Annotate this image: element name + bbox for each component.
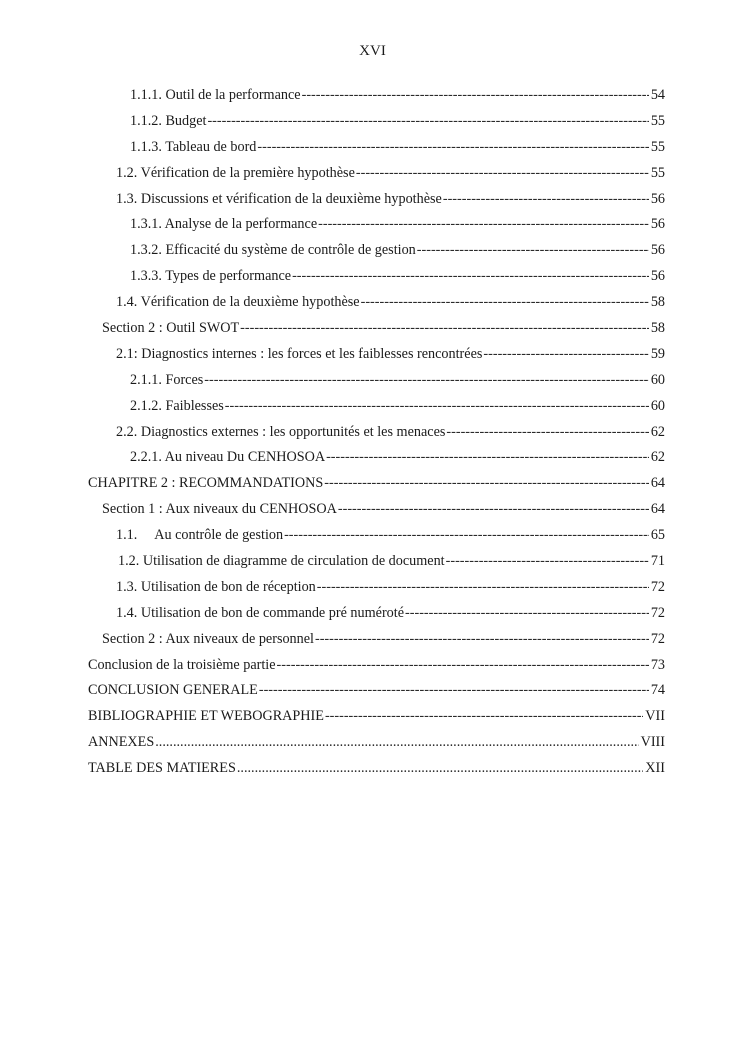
toc-entry-title: 1.3.3. Types de performance [130,268,292,285]
toc-entry-page: 64 [650,501,665,518]
toc-entry-title: Section 2 : Outil SWOT [102,320,240,337]
toc-leader [257,139,648,156]
toc-entry-title: 1.2. Utilisation de diagramme de circulation de document [118,553,445,570]
toc-leader [324,475,649,492]
toc-entry[interactable] [88,734,665,760]
toc-entry-title: 1.1. Au contrôle de gestion [116,527,284,544]
page-number: XVI [359,43,386,59]
toc-leader [325,708,643,725]
toc-entry[interactable] [88,372,665,398]
toc-leader [318,216,649,233]
toc-entry-page: 62 [650,423,665,440]
toc-entry[interactable] [88,708,665,734]
toc-leader [361,294,649,311]
toc-entry[interactable] [88,294,665,320]
toc-leader [155,734,638,751]
toc-entry[interactable] [88,449,665,475]
toc-entry-title: CHAPITRE 2 : RECOMMANDATIONS [88,475,324,492]
toc-leader [417,242,649,259]
toc-entry-title: 1.1.2. Budget [130,112,207,129]
toc-entry-title: 2.1: Diagnostics internes : les forces et les faiblesses rencontrées [116,345,483,362]
toc-entry[interactable] [88,760,665,786]
toc-entry[interactable] [88,527,665,553]
toc-entry-page: 60 [650,371,665,388]
toc-leader [338,501,649,518]
toc-entry[interactable] [88,398,665,424]
toc-entry-title: Section 2 : Aux niveaux de personnel [102,630,314,647]
toc-entry[interactable] [88,682,665,708]
toc-entry-page: 72 [650,630,665,647]
toc-entry-page: 64 [650,475,665,492]
toc-entry-title: 1.3.2. Efficacité du système de contrôle de gestion [130,242,416,259]
toc-entry-page: 72 [650,578,665,595]
toc-entry-page: 62 [650,449,665,466]
toc-entry-title: Section 1 : Aux niveaux du CENHOSOA [102,501,337,518]
toc-leader [317,579,649,596]
toc-leader [315,631,649,648]
toc-leader [292,268,649,285]
toc-entry-title: 1.1.1. Outil de la performance [130,87,301,103]
toc-entry-title: 1.2. Vérification de la première hypothèse [116,164,355,181]
toc-entry-page: 56 [650,268,665,285]
toc-entry-title: 1.3. Utilisation de bon de réception [116,578,316,595]
toc-leader [225,398,649,415]
toc-entry-title: 2.1.1. Forces [130,371,204,388]
toc-leader [284,527,649,544]
toc-entry-page: 55 [650,138,665,155]
toc-entry-page: 56 [650,242,665,259]
toc-leader [446,424,648,441]
toc-entry-page: 60 [650,397,665,414]
toc-entry[interactable] [88,320,665,346]
toc-entry-page: 73 [650,656,665,673]
toc-entry-page: 56 [650,190,665,207]
toc-entry-page: 56 [650,216,665,233]
toc-leader [207,113,648,130]
toc-entry[interactable] [88,346,665,372]
toc-entry-title: TABLE DES MATIERES [88,760,236,777]
toc-entry-page: 72 [650,604,665,621]
toc-entry[interactable] [88,165,665,191]
toc-entry[interactable] [88,268,665,294]
toc-entry-page: VII [645,708,665,725]
toc-entry[interactable] [88,631,665,657]
toc-entry-title: CONCLUSION GENERALE [88,682,258,699]
toc-leader [237,760,643,777]
toc-entry[interactable] [88,216,665,242]
toc-entry-title: 1.4. Vérification de la deuxième hypothèse [116,294,360,311]
toc-entry[interactable] [88,139,665,165]
toc-entry-page: 71 [650,553,665,570]
toc-entry-title: 2.2. Diagnostics externes : les opportunités et les menaces [116,423,446,440]
toc-entry-title: 2.2.1. Au niveau Du CENHOSOA [130,449,326,466]
toc-entry-title: 1.4. Utilisation de bon de commande pré numéroté [116,604,405,621]
table-of-contents [88,87,665,786]
toc-entry-title: 1.3. Discussions et vérification de la deuxième hypothèse [116,190,442,207]
toc-entry-page: VIII [640,734,665,751]
toc-leader [356,165,649,182]
toc-leader [405,605,649,622]
toc-entry[interactable] [88,113,665,139]
toc-entry[interactable] [88,579,665,605]
toc-entry[interactable] [88,87,665,113]
toc-leader [302,87,649,104]
toc-leader [204,372,649,389]
toc-entry-title: 1.1.3. Tableau de bord [130,138,257,155]
toc-entry-page: 59 [650,345,665,362]
toc-leader [240,320,649,337]
toc-entry-page: 65 [650,527,665,544]
toc-entry[interactable] [88,191,665,217]
toc-entry-page: 55 [650,164,665,181]
toc-leader [483,346,648,363]
toc-entry[interactable] [88,605,665,631]
toc-entry[interactable] [88,475,665,501]
toc-entry-title: 2.1.2. Faiblesses [130,397,224,414]
toc-entry-title: Conclusion de la troisième partie [88,656,276,673]
toc-leader [443,191,649,208]
toc-entry[interactable] [88,657,665,683]
toc-entry-title: 1.3.1. Analyse de la performance [130,216,318,233]
toc-leader [326,449,649,466]
toc-entry-page: XII [645,760,665,777]
toc-entry-page: 58 [650,320,665,337]
toc-entry-page: 58 [650,294,665,311]
toc-leader [259,682,649,699]
toc-entry-page: 74 [650,682,665,699]
toc-leader [277,657,649,674]
toc-entry-title: BIBLIOGRAPHIE ET WEBOGRAPHIE [88,708,324,725]
toc-entry-page: 54 [650,87,665,103]
toc-entry[interactable] [88,501,665,527]
toc-entry-title: ANNEXES [88,734,155,751]
toc-leader [446,553,649,570]
toc-entry[interactable] [88,424,665,450]
toc-entry[interactable] [88,242,665,268]
toc-entry-page: 55 [650,112,665,129]
toc-entry[interactable] [88,553,665,579]
